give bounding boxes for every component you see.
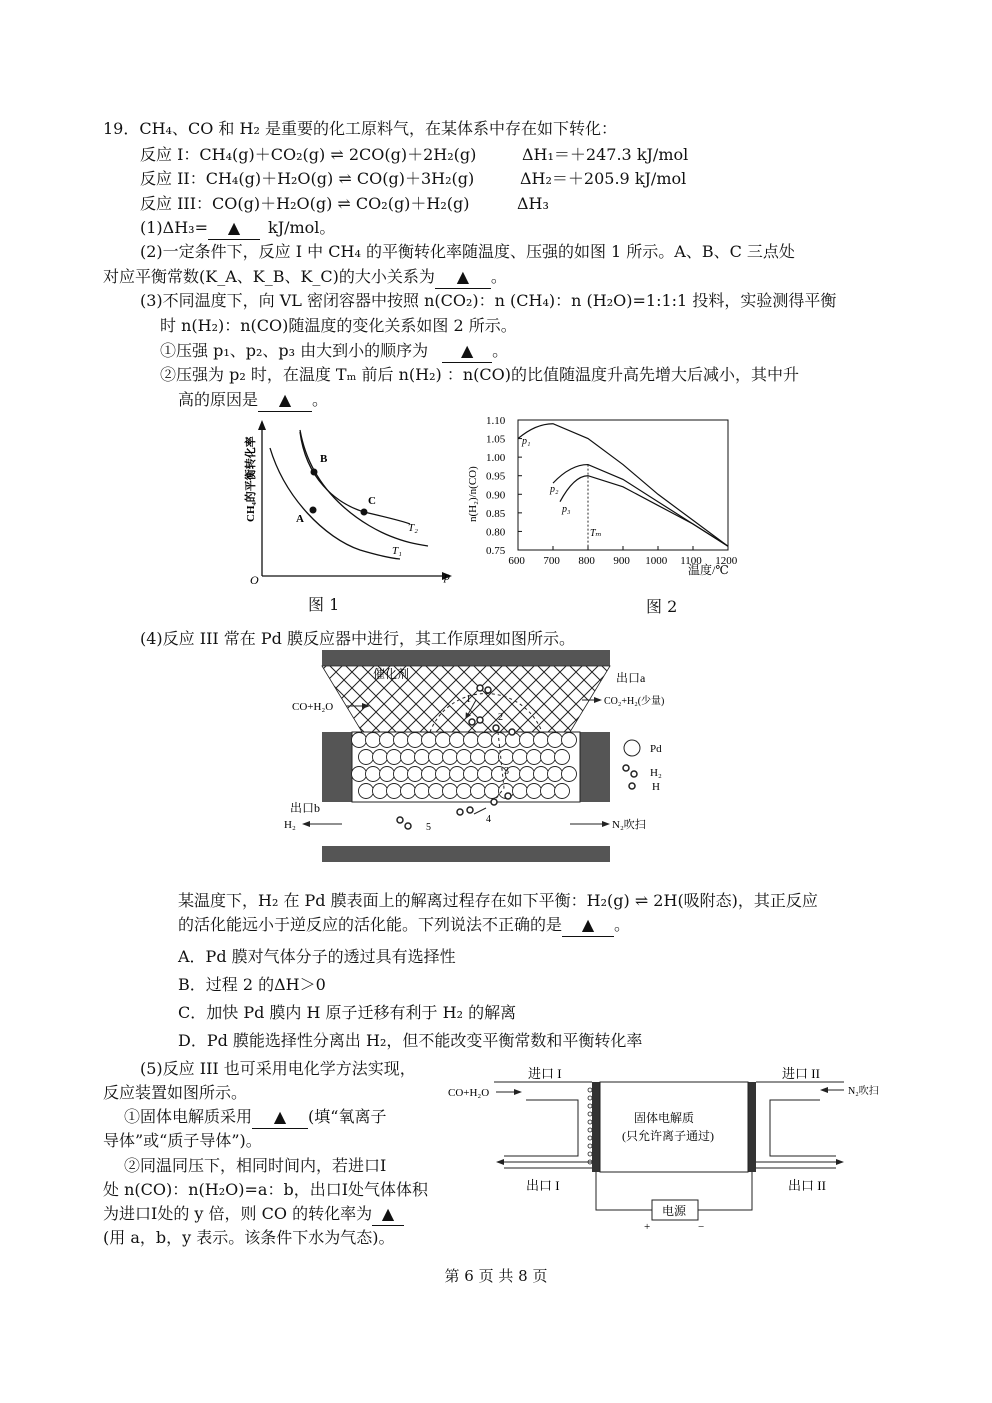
pd-atom bbox=[555, 750, 570, 765]
point-b bbox=[311, 469, 318, 476]
legend-h2-label: H₂ bbox=[650, 767, 662, 779]
inlet-2-label: 进口 II bbox=[782, 1066, 820, 1081]
pd-atom bbox=[478, 767, 493, 782]
option-d[interactable]: D．Pd 膜能选择性分离出 H₂，但不能改变平衡常数和平衡转化率 bbox=[178, 1031, 643, 1050]
step-2: 2 bbox=[498, 712, 503, 723]
fig2-x-tick-label: 800 bbox=[578, 555, 595, 567]
fig2-x-tick-label: 900 bbox=[613, 555, 630, 567]
answer-blank-4[interactable]: ▲ bbox=[562, 914, 614, 937]
part-1 bbox=[140, 217, 335, 240]
outlet-b-label: 出口b bbox=[290, 801, 321, 815]
fig2-y-tick-label: 0.75 bbox=[486, 545, 506, 557]
q19-intro: 19．CH₄、CO 和 H₂ 是重要的化工原料气，在某体系中存在如下转化： bbox=[103, 119, 617, 138]
h2-out-label: H₂ bbox=[284, 819, 296, 831]
pd-atom bbox=[394, 733, 409, 748]
pd-atom bbox=[373, 750, 388, 765]
pd-atom bbox=[443, 784, 458, 799]
fig2-y-tick-label: 0.80 bbox=[486, 526, 506, 539]
answer-blank-2[interactable]: ▲ bbox=[435, 266, 491, 289]
pd-atom bbox=[555, 784, 570, 799]
pd-atom bbox=[534, 733, 549, 748]
pd-atom bbox=[436, 733, 451, 748]
pd-atom bbox=[450, 767, 465, 782]
figure-pd-reactor bbox=[280, 648, 700, 864]
curve-upper bbox=[300, 432, 410, 524]
fig2-y-tick-label: 1.10 bbox=[486, 415, 506, 427]
answer-blank-3i[interactable]: ▲ bbox=[442, 340, 492, 363]
power-label: 电源 bbox=[662, 1204, 687, 1218]
pd-atom bbox=[352, 767, 367, 782]
step-4: 4 bbox=[486, 814, 491, 825]
electrolyte-label: 固体电解质 bbox=[634, 1111, 695, 1125]
pd-atom bbox=[562, 767, 577, 782]
fig2-y-tick-label: 1.05 bbox=[486, 433, 506, 446]
fig2-series-label-p1: p₁ bbox=[522, 436, 531, 447]
fig2-x-tick-label: 1000 bbox=[645, 555, 668, 567]
label-t1: T₁ bbox=[392, 545, 402, 557]
origin-label: O bbox=[250, 573, 259, 587]
reaction-3-enthalpy: ΔH₃ bbox=[517, 194, 549, 213]
point-a bbox=[310, 507, 317, 514]
option-b[interactable]: B．过程 2 的ΔH＞0 bbox=[178, 975, 326, 994]
inlet-1-label: 进口 I bbox=[528, 1066, 562, 1081]
pd-atom bbox=[527, 750, 542, 765]
part-5-i-prompt: ①固体电解质采用 bbox=[124, 1107, 253, 1126]
fig2-series-line-3 bbox=[560, 476, 728, 547]
fig2-y-tick-label: 0.95 bbox=[486, 470, 506, 483]
cell-gas-in-label: CO+H₂O bbox=[448, 1087, 490, 1099]
step-1: 1 bbox=[466, 694, 471, 705]
pd-atom bbox=[422, 733, 437, 748]
figure-2-caption: 图 2 bbox=[646, 597, 678, 616]
pd-atom bbox=[548, 733, 563, 748]
pd-atom bbox=[352, 733, 367, 748]
pd-atom bbox=[457, 784, 472, 799]
plus-terminal: + bbox=[644, 1221, 651, 1233]
pd-atom bbox=[513, 750, 528, 765]
option-c[interactable]: C．加快 Pd 膜内 H 原子迁移有利于 H₂ 的解离 bbox=[178, 1003, 517, 1022]
option-a[interactable]: A．Pd 膜对气体分子的透过具有选择性 bbox=[178, 947, 456, 966]
pd-atom bbox=[359, 750, 374, 765]
outlet-a-label: 出口a bbox=[616, 671, 646, 685]
reaction-2: 反应 II：CH₄(g)＋H₂O(g) ⇌ CO(g)＋3H₂(g) bbox=[140, 169, 475, 188]
fig2-series-label-p3: p₃ bbox=[562, 504, 571, 515]
fig2-x-tick-label: 1100 bbox=[680, 555, 702, 567]
right-block bbox=[580, 732, 610, 802]
pd-atom bbox=[471, 784, 486, 799]
part-3-ii-line-1: ②压强为 p₂ 时，在温度 Tₘ 前后 n(H₂) ：n(CO)的比值随温度升高先增大后减小，其中升 bbox=[160, 365, 799, 384]
part-5-line-5: ②同温同压下，相同时间内，若进口I bbox=[124, 1156, 387, 1175]
part-2-line-1: (2)一定条件下，反应 I 中 CH₄ 的平衡转化率随温度、压强的如图 1 所示。A、B、C 三点处 bbox=[140, 242, 795, 261]
part-3-i-prompt: ①压强 p₁、p₂、p₃ 由大到小的顺序为 bbox=[160, 341, 429, 360]
pd-atom bbox=[373, 784, 388, 799]
reactor-inlet-label: CO+H₂O bbox=[292, 701, 334, 713]
part-4-intro: (4)反应 III 常在 Pd 膜反应器中进行，其工作原理如图所示。 bbox=[140, 629, 575, 648]
pd-atom bbox=[443, 750, 458, 765]
answer-blank-3ii[interactable]: ▲ bbox=[258, 389, 312, 412]
label-a: A bbox=[296, 513, 304, 525]
part-5-line-8: (用 a，b，y 表示。该条件下水为气态)。 bbox=[103, 1228, 395, 1247]
part-4-text-2 bbox=[178, 914, 630, 937]
fig2-y-tick-label: 0.90 bbox=[486, 489, 506, 502]
answer-blank-5i[interactable]: ▲ bbox=[252, 1106, 308, 1129]
fig2-x-tick-label: 700 bbox=[543, 555, 560, 567]
fig2-y-tick-label: 0.85 bbox=[486, 507, 506, 520]
cell-sweep-label: N₂吹扫 bbox=[848, 1086, 879, 1097]
part-1-prompt: (1)ΔH₃= bbox=[140, 218, 208, 237]
step-3: 3 bbox=[504, 766, 509, 777]
pd-atom bbox=[471, 750, 486, 765]
outlet-a-gas-label: CO₂+H₂(少量) bbox=[604, 696, 665, 707]
part-3-i bbox=[160, 340, 508, 363]
part-5-line-6: 处 n(CO)：n(H₂O)=a：b，出口I处气体体积 bbox=[103, 1180, 429, 1199]
pd-atom bbox=[457, 750, 472, 765]
legend-h-icon bbox=[629, 783, 635, 789]
pd-atom bbox=[415, 784, 430, 799]
pd-atom bbox=[464, 767, 479, 782]
pd-atom bbox=[429, 784, 444, 799]
pd-atom bbox=[562, 733, 577, 748]
electrolyte-note: (只允许离子通过) bbox=[622, 1129, 714, 1143]
part-3-i-end: 。 bbox=[492, 341, 509, 360]
pd-atom bbox=[541, 784, 556, 799]
pd-atom bbox=[387, 750, 402, 765]
part-5-line-7 bbox=[103, 1203, 404, 1226]
outlet-1-label: 出口 I bbox=[526, 1178, 560, 1193]
part-3-ii-prompt: 高的原因是 bbox=[178, 390, 259, 409]
label-b: B bbox=[320, 453, 328, 465]
part-2-end: 。 bbox=[490, 267, 507, 286]
fig2-series-label-p2: p₂ bbox=[550, 484, 559, 495]
pd-atom bbox=[366, 733, 381, 748]
fig2-x-tick-label: 1200 bbox=[715, 555, 738, 567]
reaction-3: 反应 III：CO(g)＋H₂O(g) ⇌ CO₂(g)＋H₂(g) bbox=[140, 194, 470, 213]
pd-atom bbox=[478, 733, 493, 748]
part-3-line-2: 时 n(H₂)：n(CO)随温度的变化关系如图 2 所示。 bbox=[160, 316, 517, 335]
fig2-y-axis-label: n(H₂)/n(CO) bbox=[467, 466, 479, 522]
pd-atom bbox=[541, 750, 556, 765]
figure-2-chart bbox=[462, 412, 752, 580]
fig2-series-line-2 bbox=[553, 465, 728, 547]
pd-atom bbox=[429, 750, 444, 765]
top-wall bbox=[322, 650, 610, 666]
fig2-x-tick-label: 600 bbox=[508, 555, 525, 567]
part-5-line-4: 导体”或“质子导体”)。 bbox=[103, 1131, 262, 1150]
figure-electrolysis-cell bbox=[444, 1060, 894, 1238]
pd-atom bbox=[534, 767, 549, 782]
pd-atom bbox=[401, 784, 416, 799]
part-5-line-2: 反应装置如图所示。 bbox=[103, 1083, 248, 1102]
answer-blank-5ii[interactable]: ▲ bbox=[372, 1203, 404, 1226]
reaction-1: 反应 I：CH₄(g)＋CO₂(g) ⇌ 2CO(g)＋2H₂(g) bbox=[140, 145, 477, 164]
figure-1-caption: 图 1 bbox=[308, 595, 340, 614]
part-4-prompt: 的活化能远小于逆反应的活化能。下列说法不正确的是 bbox=[178, 915, 563, 934]
pd-atom bbox=[366, 767, 381, 782]
solid-electrolyte bbox=[600, 1082, 748, 1172]
answer-blank-1[interactable]: ▲ bbox=[208, 217, 260, 240]
pd-atom bbox=[359, 784, 374, 799]
curve-t2-lower bbox=[270, 448, 400, 559]
pd-atom bbox=[387, 784, 402, 799]
pd-atom bbox=[513, 784, 528, 799]
pd-atom bbox=[548, 767, 563, 782]
reaction-1-enthalpy: ΔH₁＝＋247.3 kJ/mol bbox=[522, 145, 689, 164]
sweep-label: N₂吹扫 bbox=[612, 819, 646, 831]
part-3-ii-line-2 bbox=[178, 389, 328, 412]
part-5-i-hint: (填“氧离子 bbox=[308, 1107, 387, 1126]
pd-membrane bbox=[352, 732, 581, 802]
y-axis-label: CH₄的平衡转化率 bbox=[245, 436, 257, 522]
point-c bbox=[361, 509, 368, 516]
part-5-ii-prompt: 为进口I处的 y 倍，则 CO 的转化率为 bbox=[103, 1204, 373, 1223]
x-axis-label: p bbox=[444, 569, 450, 583]
pd-atom bbox=[422, 767, 437, 782]
left-electrode bbox=[592, 1082, 600, 1172]
right-electrode bbox=[748, 1082, 756, 1172]
pd-atom bbox=[520, 767, 535, 782]
outlet-2-label: 出口 II bbox=[788, 1178, 826, 1193]
pd-atom bbox=[394, 767, 409, 782]
pd-atom bbox=[485, 750, 500, 765]
pd-atom bbox=[527, 784, 542, 799]
legend-pd-label: Pd bbox=[650, 743, 662, 755]
part-2-prompt: 对应平衡常数(K_A、K_B、K_C)的大小关系为 bbox=[103, 267, 435, 286]
legend-h2-icon bbox=[623, 765, 637, 777]
legend-pd-icon bbox=[624, 740, 640, 756]
bottom-wall bbox=[322, 846, 610, 862]
pd-atom bbox=[408, 733, 423, 748]
part-1-unit: kJ/mol。 bbox=[268, 218, 336, 237]
part-5-line-1: (5)反应 III 也可采用电化学方法实现， bbox=[140, 1059, 416, 1078]
figure-1 bbox=[240, 418, 460, 590]
part-4-end: 。 bbox=[614, 915, 631, 934]
pd-atom bbox=[380, 733, 395, 748]
legend-h-label: H bbox=[652, 781, 660, 793]
pd-atom bbox=[436, 767, 451, 782]
pd-atom bbox=[520, 733, 535, 748]
fig2-y-tick-label: 1.00 bbox=[486, 452, 506, 465]
part-5-line-3 bbox=[124, 1106, 386, 1129]
fig2-x-axis-label: 温度/℃ bbox=[688, 563, 729, 577]
fig2-tm-label: Tₘ bbox=[590, 528, 602, 539]
label-c: C bbox=[368, 495, 376, 507]
pd-atom bbox=[464, 733, 479, 748]
pd-atom bbox=[415, 750, 430, 765]
catalyst-label: 催化剂 bbox=[373, 667, 410, 681]
pd-atom bbox=[450, 733, 465, 748]
pd-atom bbox=[401, 750, 416, 765]
part-4-text-1: 某温度下，H₂ 在 Pd 膜表面上的解离过程存在如下平衡：H₂(g) ⇌ 2H(吸附态)，其正反应 bbox=[178, 891, 818, 910]
pd-atom bbox=[408, 767, 423, 782]
step-5: 5 bbox=[426, 822, 431, 833]
label-t2: T₂ bbox=[408, 522, 418, 534]
part-3-line-1: (3)不同温度下，向 VL 密闭容器中按照 n(CO₂)：n (CH₄)：n (H₂O)=1:1:1 投料，实验测得平衡 bbox=[140, 291, 837, 310]
pd-atom bbox=[380, 767, 395, 782]
reaction-2-enthalpy: ΔH₂＝＋205.9 kJ/mol bbox=[520, 169, 687, 188]
left-block bbox=[322, 732, 352, 802]
page-footer: 第 6 页 共 8 页 bbox=[444, 1267, 548, 1285]
part-3-ii-end: 。 bbox=[312, 390, 329, 409]
part-2-line-2 bbox=[103, 266, 507, 289]
minus-terminal: − bbox=[698, 1221, 705, 1233]
